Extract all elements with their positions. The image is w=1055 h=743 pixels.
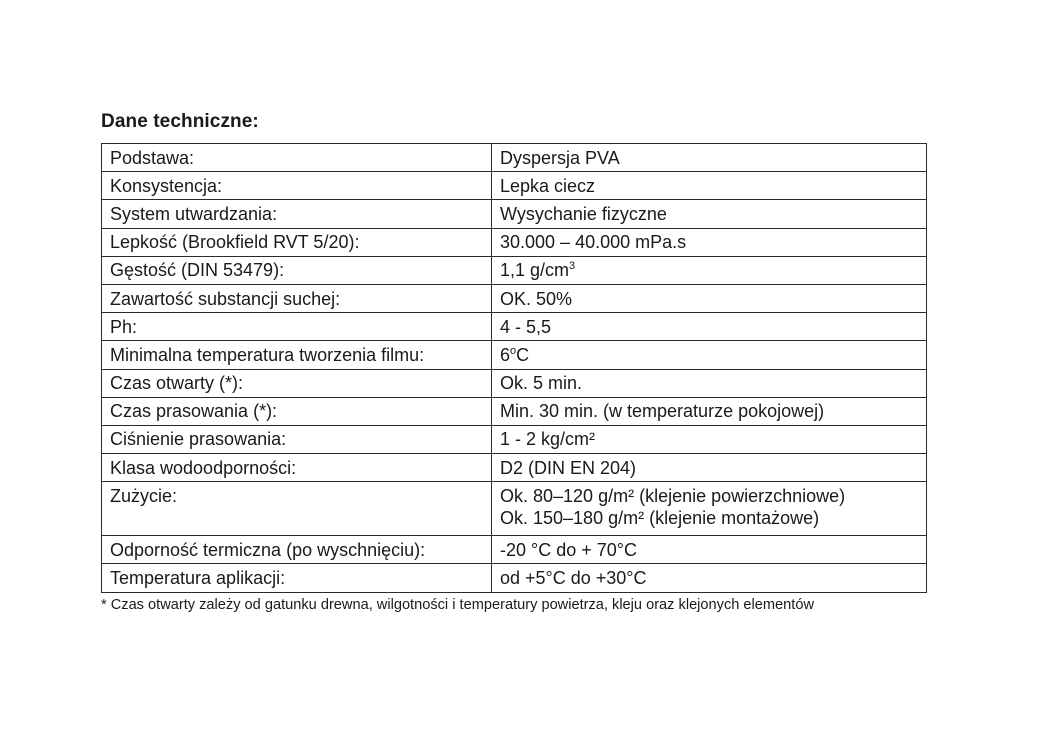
row-label: Temperatura aplikacji: bbox=[102, 564, 492, 592]
value-line-2: Ok. 150–180 g/m² (klejenie montażowe) bbox=[500, 508, 820, 529]
footnote: * Czas otwarty zależy od gatunku drewna, wilgotności i temperatury powietrza, kleju oraz klejonych elementów bbox=[101, 597, 814, 613]
table-row bbox=[102, 454, 927, 482]
value-line-1: Ok. 80–120 g/m² (klejenie powierzchniowe) bbox=[500, 486, 846, 507]
row-label: Podstawa: bbox=[102, 144, 492, 172]
row-value: 1 - 2 kg/cm² bbox=[492, 425, 927, 453]
section-heading: Dane techniczne: bbox=[101, 111, 259, 132]
row-label: System utwardzania: bbox=[102, 200, 492, 228]
row-value bbox=[492, 482, 927, 536]
table-row bbox=[102, 144, 927, 172]
table-row bbox=[102, 397, 927, 425]
row-value: od +5°C do +30°C bbox=[492, 564, 927, 592]
table-row bbox=[102, 256, 927, 284]
row-label: Konsystencja: bbox=[102, 172, 492, 200]
table-row bbox=[102, 200, 927, 228]
row-value: -20 °C do + 70°C bbox=[492, 536, 927, 564]
value-text: 1,1 g/cm bbox=[500, 260, 570, 281]
technical-data-table bbox=[101, 143, 927, 593]
row-value: Dyspersja PVA bbox=[492, 144, 927, 172]
table-row bbox=[102, 341, 927, 369]
table-row bbox=[102, 284, 927, 312]
row-value: D2 (DIN EN 204) bbox=[492, 454, 927, 482]
row-label: Zawartość substancji suchej: bbox=[102, 284, 492, 312]
row-label: Minimalna temperatura tworzenia filmu: bbox=[102, 341, 492, 369]
row-value: Ok. 5 min. bbox=[492, 369, 927, 397]
table-row bbox=[102, 536, 927, 564]
row-label: Lepkość (Brookfield RVT 5/20): bbox=[102, 228, 492, 256]
value-suffix: C bbox=[516, 344, 530, 365]
value-superscript: 3 bbox=[569, 260, 576, 273]
value-superscript: o bbox=[510, 344, 517, 357]
row-label: Gęstość (DIN 53479): bbox=[102, 256, 492, 284]
table-row bbox=[102, 425, 927, 453]
row-label: Zużycie: bbox=[102, 482, 492, 536]
row-label: Czas otwarty (*): bbox=[102, 369, 492, 397]
value-text: 6 bbox=[500, 344, 511, 365]
table-row bbox=[102, 172, 927, 200]
row-value: 30.000 – 40.000 mPa.s bbox=[492, 228, 927, 256]
row-value bbox=[492, 341, 927, 369]
row-value: Wysychanie fizyczne bbox=[492, 200, 927, 228]
table-row bbox=[102, 564, 927, 592]
row-value: OK. 50% bbox=[492, 284, 927, 312]
table-row bbox=[102, 369, 927, 397]
row-value: 4 - 5,5 bbox=[492, 313, 927, 341]
table-row bbox=[102, 482, 927, 536]
row-label: Ph: bbox=[102, 313, 492, 341]
row-value bbox=[492, 256, 927, 284]
row-label: Ciśnienie prasowania: bbox=[102, 425, 492, 453]
row-label: Czas prasowania (*): bbox=[102, 397, 492, 425]
row-label: Odporność termiczna (po wyschnięciu): bbox=[102, 536, 492, 564]
table-row bbox=[102, 228, 927, 256]
row-value: Min. 30 min. (w temperaturze pokojowej) bbox=[492, 397, 927, 425]
row-value: Lepka ciecz bbox=[492, 172, 927, 200]
table-row bbox=[102, 313, 927, 341]
row-label: Klasa wodoodporności: bbox=[102, 454, 492, 482]
